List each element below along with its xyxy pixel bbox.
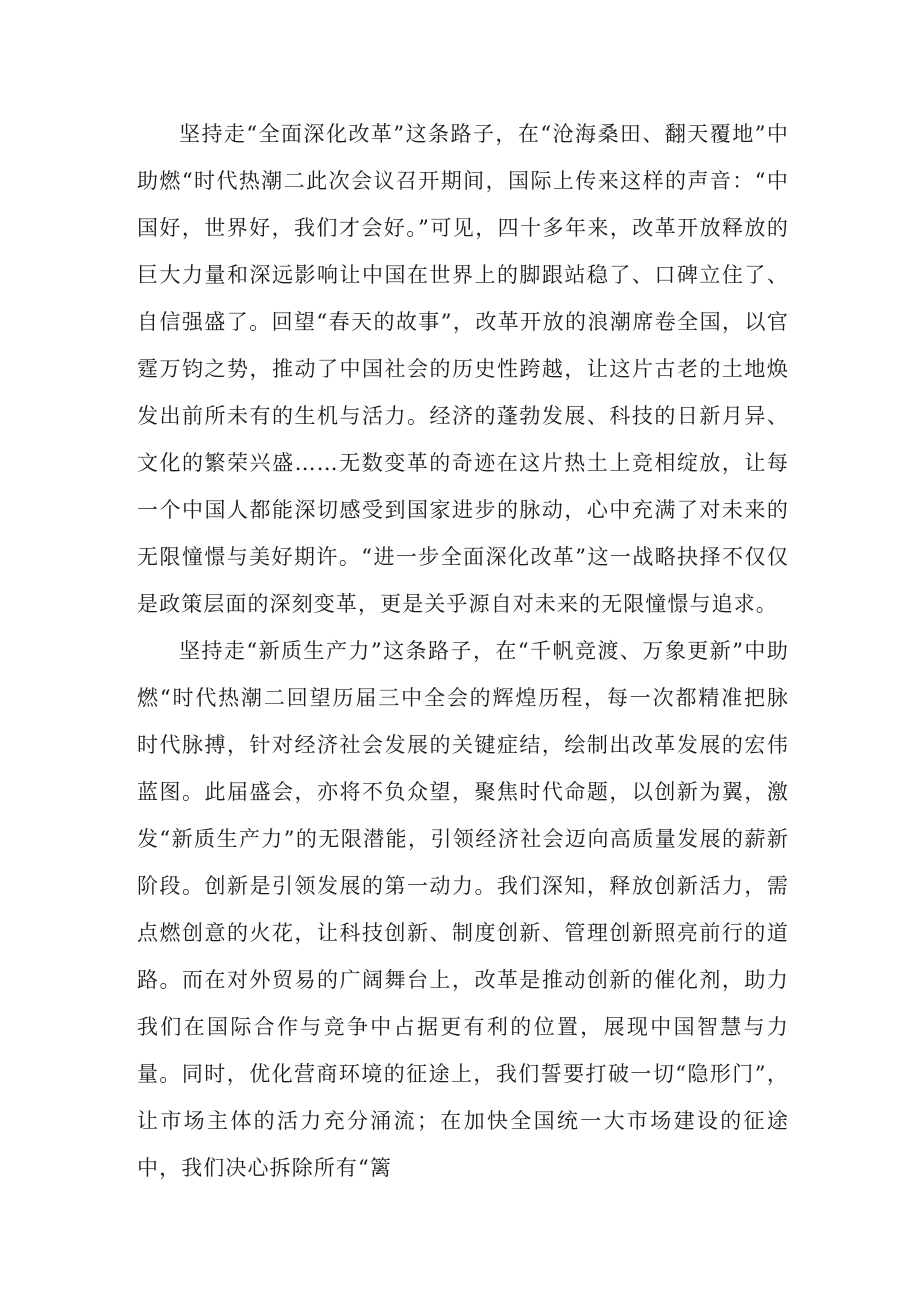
paragraph-new-quality-productivity: 坚持走“新质生产力”这条路子，在“千帆竞渡、万象更新”中助燃“时代热潮二回望历届三中全会的辉煌历程，每一次都精准把脉时代脉搏，针对经济社会发展的关键症结，绘制出改革发展的宏伟蓝图。此届盛会，亦将不负众望，聚焦时代命题，以创新为翼，激发“新质生产力”的无限潜能，引领经济社会迈向高质量发展的薪新阶段。创新是引领发展的第一动力。我们深知，释放创新活力，需点燃创意的火花，让科技创新、制度创新、管理创新照亮前行的道路。而在对外贸易的广阔舞台上，改革是推动创新的催化剂，助力我们在国际合作与竞争中占据更有利的位置，展现中国智慧与力量。同时，优化营商环境的征途上，我们誓要打破一切“隐形门”，让市场主体的活力充分涌流；在加快全国统一大市场建设的征途中，我们决心拆除所有“篱 — [137, 639, 789, 1180]
document-body — [137, 111, 789, 1192]
paragraph-comprehensive-reform: 坚持走“全面深化改革”这条路子，在“沧海桑田、翻天覆地”中助燃“时代热潮二此次会议召开期间，国际上传来这样的声音：“中国好，世界好，我们才会好。”可见，四十多年来，改革开放释放的巨大力量和深远影响让中国在世界上的脚跟站稳了、口碑立住了、自信强盛了。回望“春天的故事”，改革开放的浪潮席卷全国，以官霆万钧之势，推动了中国社会的历史性跨越，让这片古老的土地焕发出前所未有的生机与活力。经济的蓬勃发展、科技的日新月异、文化的繁荣兴盛……无数变革的奇迹在这片热土上竞相绽放，让每一个中国人都能深切感受到国家进步的脉动，心中充满了对未来的无限憧憬与美好期许。“进一步全面深化改革”这一战略抉择不仅仅是政策层面的深刻变革，更是关乎源自对未来的无限憧憬与追求。 — [137, 122, 789, 616]
